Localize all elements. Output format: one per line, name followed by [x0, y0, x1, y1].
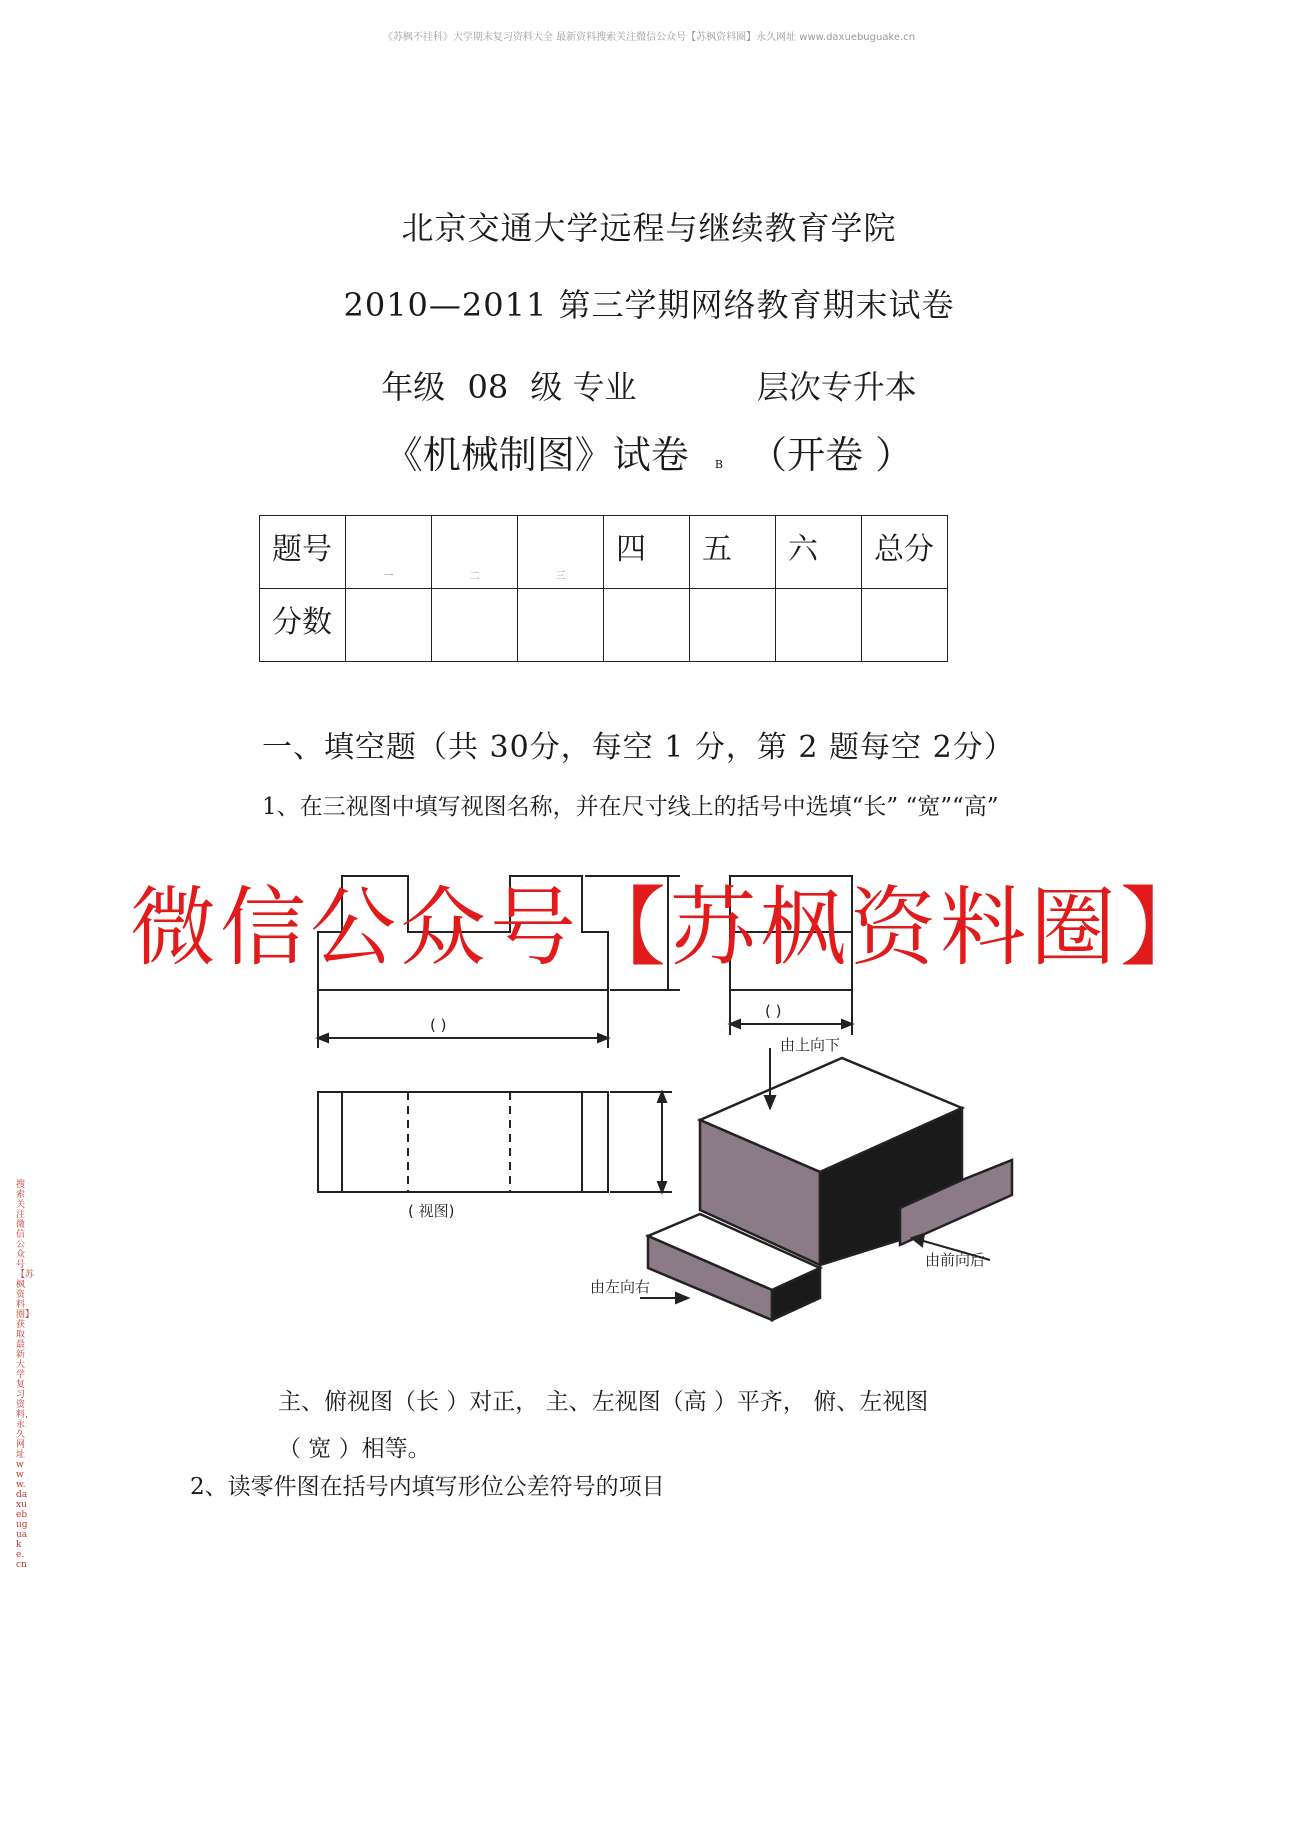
label-from-left: 由左向右 [590, 1278, 651, 1296]
top-view-outline [318, 1092, 608, 1192]
score-col-total: 总分 [862, 516, 948, 589]
paren-side-width: ( ) [765, 1002, 782, 1020]
term-title: 2010—2011 第三学期网络教育期末试卷 [343, 286, 955, 324]
exam-name: 《机械制图》试卷 [384, 433, 689, 477]
score-col-4: 四 [604, 516, 690, 589]
question-2: 2、读零件图在括号内填写形位公差符号的项目 [190, 1474, 665, 1500]
answer-line-2: （ 宽 ）相等。 [278, 1436, 431, 1462]
level-label: 层次专升本 [756, 368, 917, 406]
grade-suffix: 级 专业 [530, 368, 637, 406]
score-col-3: 三 [518, 516, 604, 589]
overlay-watermark: 微信公众号【苏枫资料圈】 [130, 878, 1210, 978]
grade-prefix: 年级 [381, 368, 446, 406]
institution-title: 北京交通大学远程与继续教育学院 [401, 209, 897, 247]
side-watermark: 搜索关注微信公众号【苏枫资料圈】获取最新大学复习资料，永久网址www.daxuebuguake.cn [16, 1180, 35, 1570]
score-col-1: 一 [346, 516, 432, 589]
label-from-top: 由上向下 [780, 1036, 841, 1054]
question-1: 1、在三视图中填写视图名称，并在尺寸线上的括号中选填“长” “宽”“高” [262, 794, 999, 820]
exam-type: （开卷 ） [749, 433, 914, 477]
score-header-label: 题号 [260, 516, 346, 589]
score-col-6: 六 [776, 516, 862, 589]
score-col-2: 二 [432, 516, 518, 589]
score-row-label: 分数 [260, 589, 346, 662]
score-col-5: 五 [690, 516, 776, 589]
exam-variant: B [714, 458, 723, 471]
view-label: ( 视图) [408, 1202, 455, 1220]
paren-front-width: ( ) [430, 1016, 447, 1034]
answer-line-1: 主、俯视图（长 ）对正， 主、左视图（高 ）平齐， 俯、左视图 [278, 1389, 929, 1415]
section1-heading: 一、填空题（共 30分，每空 1 分，第 2 题每空 2分） [262, 730, 1015, 765]
grade-value: 08 [467, 368, 509, 406]
top-watermark: 《苏枫不挂科》大学期末复习资料大全 最新资料搜索关注微信公众号【苏枫资料圈】永久网址 www.daxuebuguake.cn [382, 32, 916, 43]
label-from-front: 由前向后 [925, 1251, 986, 1269]
